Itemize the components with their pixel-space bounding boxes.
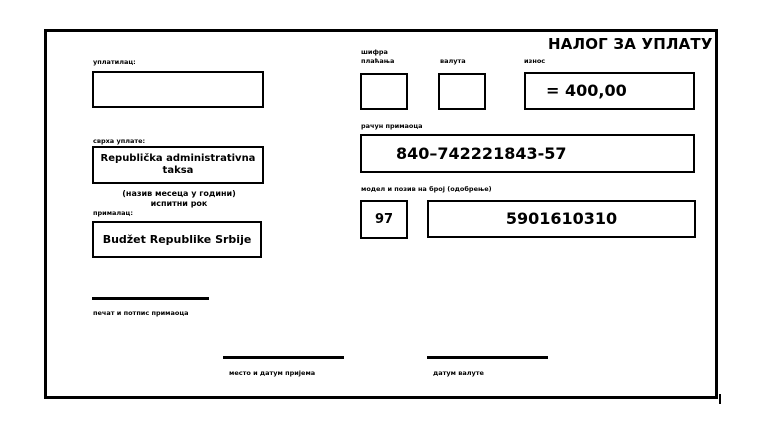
signature-label: печат и потпис примаоца — [93, 309, 189, 317]
amount-field[interactable] — [524, 72, 695, 110]
payer-value — [94, 73, 262, 106]
currency-label: валута — [440, 57, 466, 65]
purpose-field[interactable] — [92, 146, 264, 184]
currency-value — [440, 75, 484, 108]
recipient-account-field[interactable] — [360, 134, 695, 173]
place-date-line — [223, 356, 344, 359]
model-value: 97 — [374, 211, 394, 227]
signature-line — [92, 297, 209, 300]
amount-label: износ — [524, 57, 546, 65]
reference-number-value: 5901610310 — [505, 209, 618, 229]
corner-mark — [719, 394, 721, 404]
currency-field[interactable] — [438, 73, 486, 110]
month-note-line2: испитни рок — [150, 199, 208, 208]
model-reference-label: модел и позив на број (одобрење) — [361, 185, 492, 193]
value-date-label: датум валуте — [433, 369, 484, 377]
payment-code-value — [362, 75, 406, 108]
place-date-label: место и датум пријема — [229, 369, 316, 377]
month-note-line1: (назив месеца у години) — [122, 189, 236, 198]
payment-code-label-line2: плаћања — [361, 57, 395, 65]
model-field[interactable] — [360, 200, 408, 239]
recipient-field[interactable] — [92, 221, 262, 258]
reference-number-field[interactable] — [427, 200, 696, 238]
recipient-account-label: рачун примаоца — [361, 122, 423, 130]
recipient-account-value: 840–742221843-57 — [396, 143, 567, 163]
recipient-label: прималац: — [93, 209, 133, 217]
value-date-line — [427, 356, 548, 359]
payment-code-field[interactable] — [360, 73, 408, 110]
payer-label: уплатилац: — [93, 58, 136, 66]
purpose-value — [94, 148, 262, 182]
recipient-value: Budžet Republike Srbije — [102, 232, 252, 246]
payment-code-label-line1: шифра — [361, 48, 388, 56]
purpose-label: сврха уплате: — [93, 137, 146, 145]
payer-field[interactable] — [92, 71, 264, 108]
amount-value: = 400,00 — [546, 81, 627, 101]
purpose-value-line1: Republička administrativna — [100, 153, 256, 164]
form-title: НАЛОГ ЗА УПЛАТУ — [548, 35, 713, 53]
purpose-value-line2: taksa — [162, 165, 194, 176]
